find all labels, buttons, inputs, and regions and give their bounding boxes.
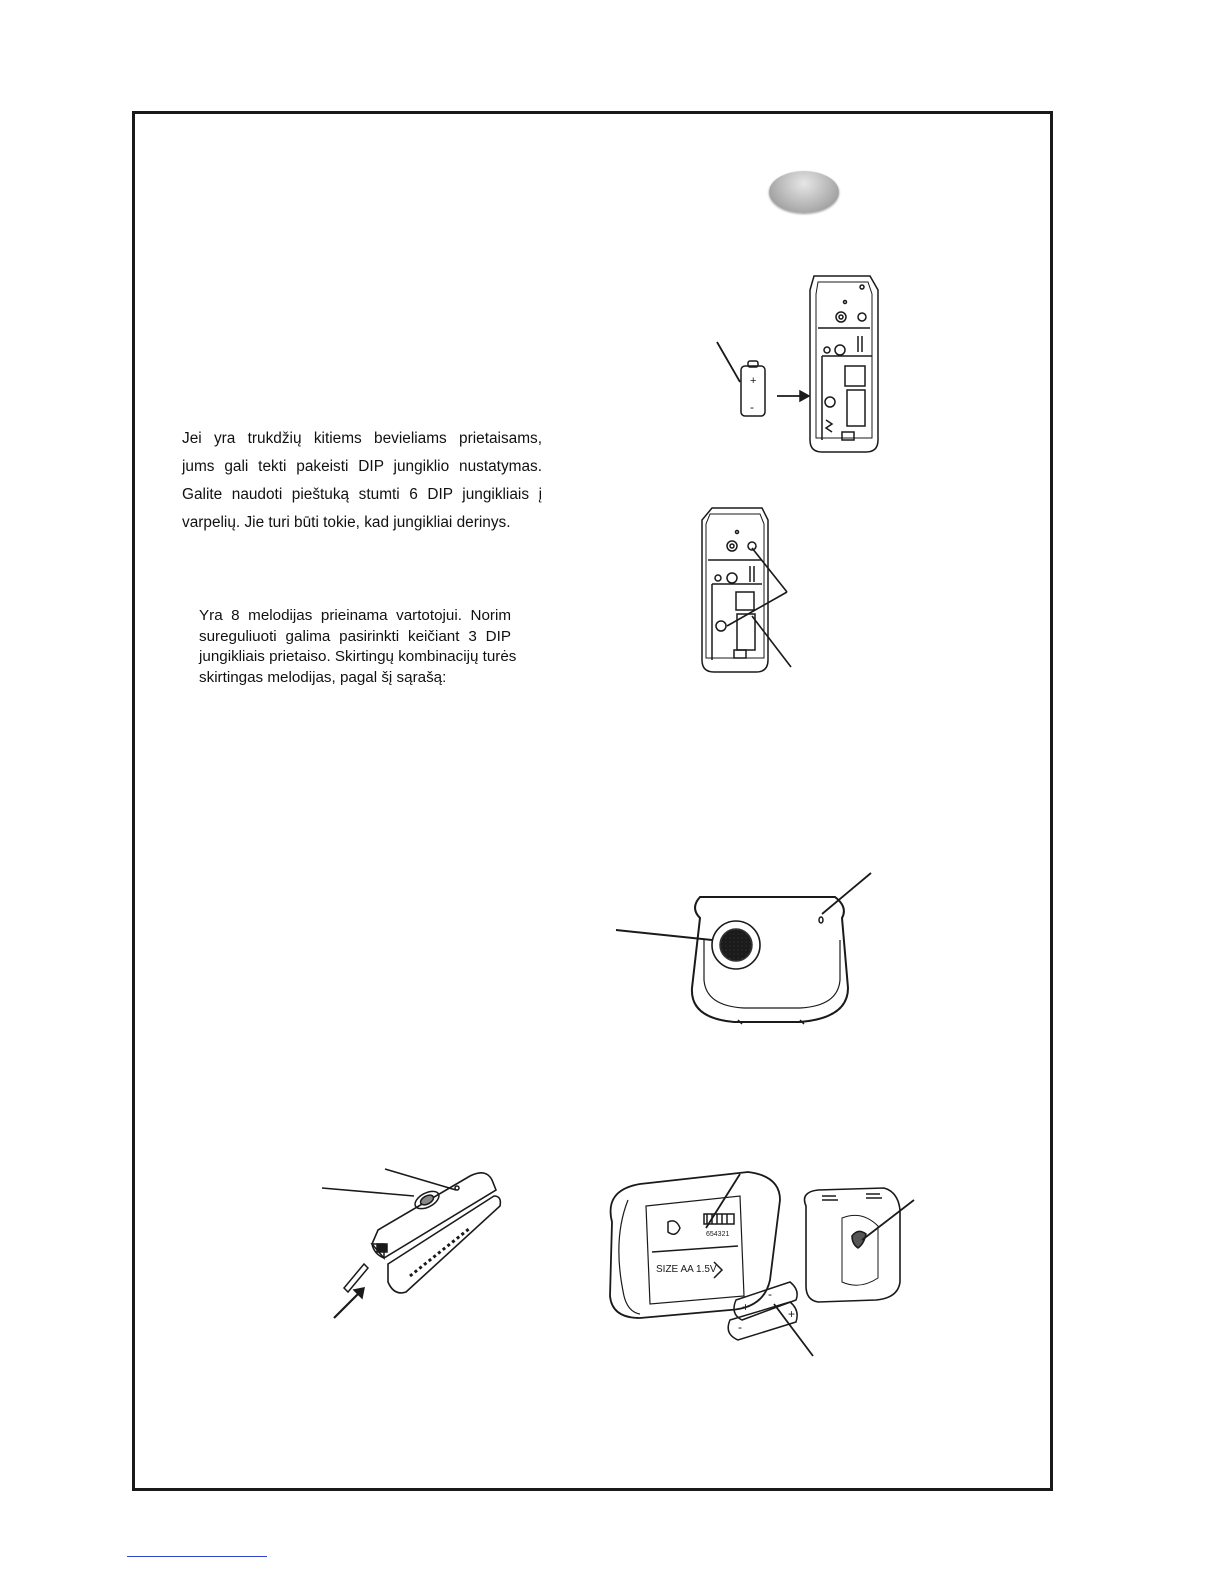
paragraph-line: Jei yra trukdžių kitiems bevieliams prietaisams,	[182, 430, 542, 447]
receiver-battery-label: SIZE AA 1.5V	[656, 1264, 717, 1275]
battery-minus: -	[750, 400, 754, 414]
battery-plus: +	[742, 1300, 750, 1314]
battery-plus: +	[788, 1307, 796, 1321]
paragraph-line: sureguliuoti galima pasirinkti keičiant 3 DIP	[199, 627, 511, 645]
push-button-open-figure	[322, 1169, 500, 1318]
battery-plus: +	[750, 375, 757, 387]
leader-line	[717, 342, 740, 382]
receiver-battery-figure	[610, 1172, 914, 1356]
aa-batteries-icon	[728, 1282, 797, 1340]
battery-cover-icon	[805, 1188, 901, 1302]
transmitter-open-back-icon	[810, 276, 878, 452]
paragraph-line: varpelių. Jie turi būti tokie, kad jungikliai derinys.	[182, 514, 511, 531]
speaker-grille-icon	[720, 929, 752, 961]
arrow-right-icon	[800, 391, 809, 401]
paragraph-line: jums gali tekti pakeisti DIP jungiklio nustatymas.	[182, 458, 542, 475]
footer-rule	[127, 1556, 267, 1557]
battery-minus: -	[768, 1287, 772, 1301]
paragraph-line: skirtingas melodijas, pagal šį sąrašą:	[199, 669, 447, 687]
aa-battery-icon	[741, 361, 765, 416]
paragraph-line: jungikliais prietaiso. Skirtingų kombinacijų turės	[199, 648, 517, 666]
paragraph-line: Galite naudoti pieštuką stumti 6 DIP jungikliais į	[182, 486, 542, 503]
transmitter-screws-figure	[702, 508, 791, 672]
receiver-dip-numbers: 654321	[706, 1231, 730, 1238]
paragraph-line: Yra 8 melodijas prieinama vartotojui. Norim	[199, 607, 511, 624]
receiver-front-figure	[616, 873, 871, 1024]
battery-minus: -	[738, 1320, 742, 1334]
transmitter-battery-figure	[717, 276, 878, 452]
